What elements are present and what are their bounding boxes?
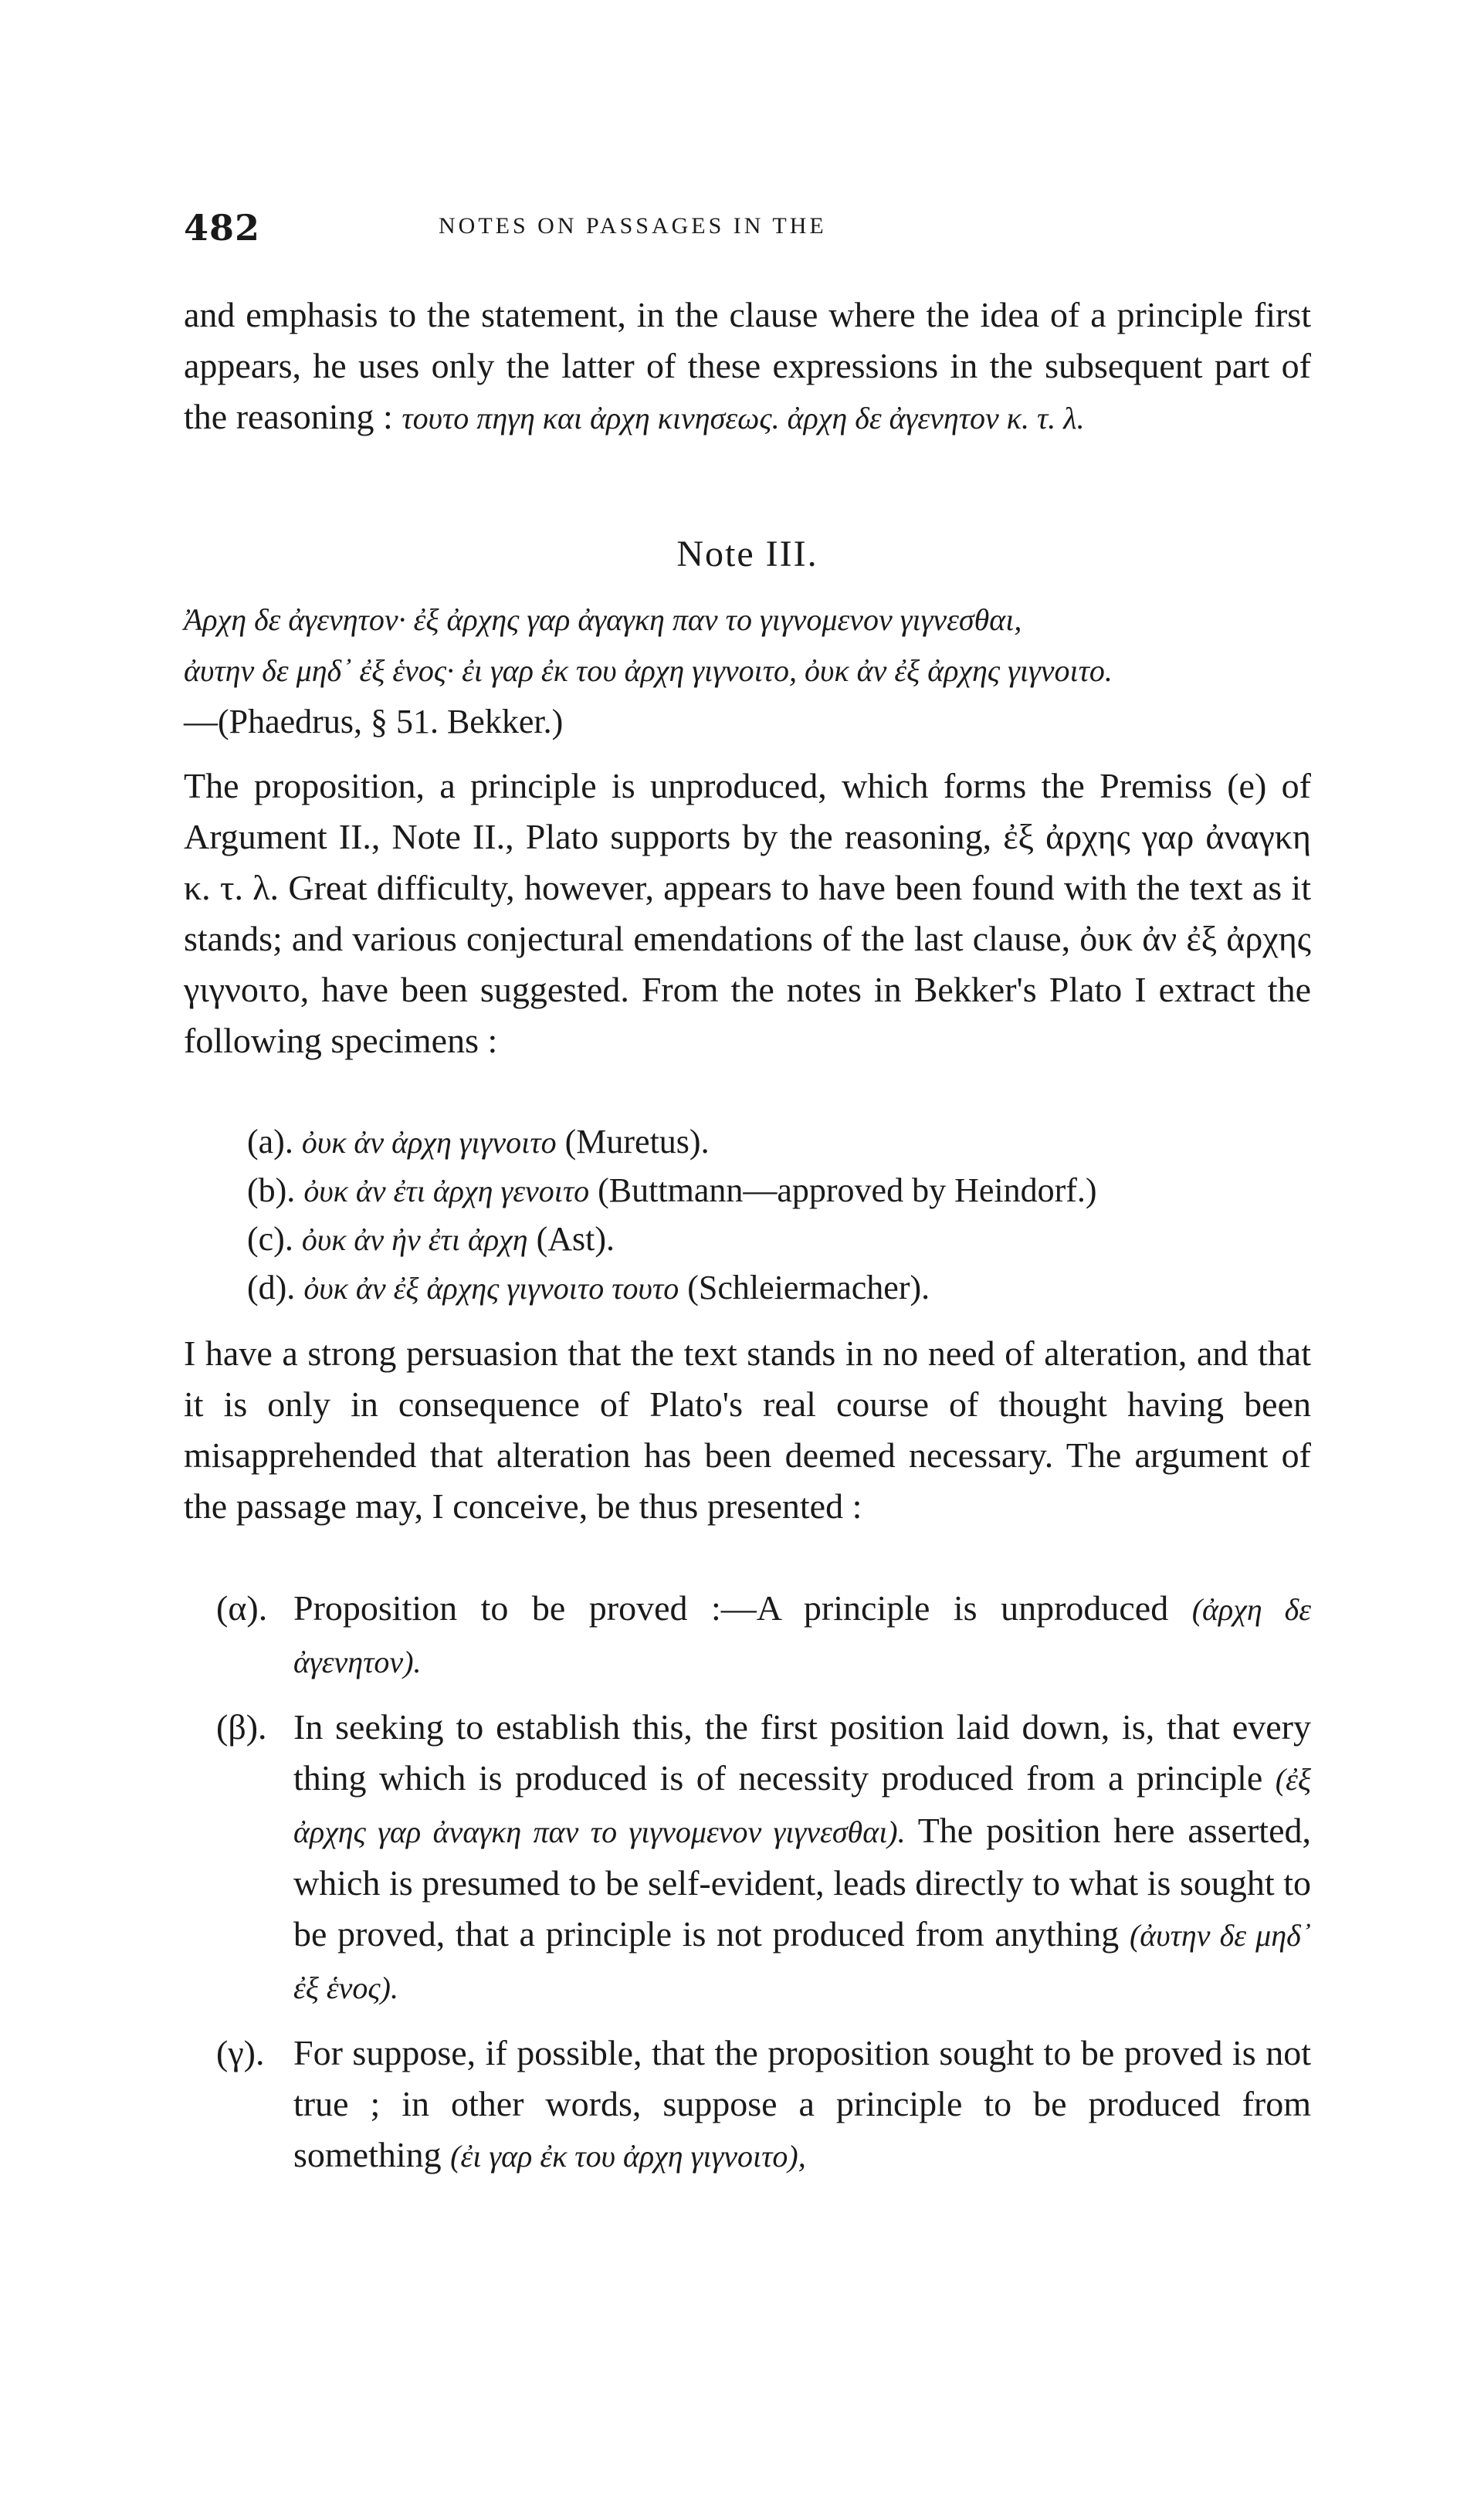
emendation-note: (Buttmann—approved by Heindorf.) xyxy=(598,1171,1097,1209)
page-header xyxy=(184,207,1311,253)
intro-paragraph xyxy=(184,290,1311,444)
paragraph-2: I have a strong persuasion that the text stands in no need of alteration, and that it is only in consequence of Plato's real course of thought having been misapprehended that alteration has been deemed necessary. The argument of the passage may, I conceive, be thus presented : xyxy=(184,1333,1311,1526)
note-heading: Note III. xyxy=(676,534,818,574)
step-mark: (γ). xyxy=(216,2033,265,2072)
greek-quotation xyxy=(184,595,1311,747)
emendation-note: (Ast). xyxy=(536,1220,615,1258)
quote-line-1: Ἀρχη δε ἀγενητον· ἐξ ἀρχης γαρ ἀγαγκη παν το γιγνομενον γιγνεσθαι, xyxy=(184,602,1022,637)
paragraph-persuasion xyxy=(184,1328,1311,1532)
step-greek-continued: (ἀυτην δε μηδ᾽ ἐξ ἑνος). xyxy=(293,1918,1311,2005)
step-mark: (α). xyxy=(216,1588,268,1628)
argument-step-alpha xyxy=(216,1583,1311,1688)
emendation-note: (Muretus). xyxy=(564,1123,710,1161)
list-item xyxy=(247,1118,1313,1167)
emendation-mark: (c). xyxy=(247,1220,293,1258)
emendation-greek: ὀυκ ἀν ἐξ ἀρχης γιγνοιτο τουτο xyxy=(303,1271,679,1306)
step-text: In seeking to establish this, the first position laid down, is, that every thing which is produced is of necessity produced from a principle xyxy=(293,1707,1311,1798)
step-mark: (β). xyxy=(216,1707,267,1747)
argument-step-gamma xyxy=(216,2028,1311,2182)
list-item xyxy=(247,1264,1313,1313)
argument-steps xyxy=(216,1583,1311,2196)
emendation-greek: ὀυκ ἀν ἐτι ἀρχη γενοιτο xyxy=(303,1174,590,1208)
emendation-mark: (a). xyxy=(247,1123,293,1161)
step-greek: (ἀρχη δε ἀγενητον). xyxy=(293,1592,1312,1679)
quote-citation: —(Phaedrus, § 51. Bekker.) xyxy=(184,703,564,740)
step-text: For suppose, if possible, that the proposition sought to be proved is not true ; in other words, suppose a principle to be produced from something xyxy=(293,2033,1311,2174)
step-greek: (ἐξ ἀρχης γαρ ἀναγκη παν το γιγνομενον γιγνεσθαι). xyxy=(293,1762,1312,1849)
paragraph-proposition xyxy=(184,761,1311,1066)
emendation-mark: (d). xyxy=(247,1269,296,1306)
quote-line-2: ἀυτην δε μηδ᾽ ἐξ ἑνος· ἐι γαρ ἐκ του ἀρχη γιγνοιτο, ὀυκ ἀν ἐξ ἀρχης γιγνοιτο. xyxy=(184,653,1113,688)
argument-step-beta xyxy=(216,1702,1311,2014)
page-number: 482 xyxy=(184,207,261,249)
intro-text: and emphasis to the statement, in the clause where the idea of a principle first appears, he uses only the latter of these expressions in the subsequent part of the reasoning : xyxy=(184,295,1311,436)
paragraph-1: The proposition, a principle is unproduced, which forms the Premiss (e) of Argument II., Note II., Plato supports by the reasoning, ἐξ ἀρχης γαρ ἀναγκη κ. τ. λ. Great difficulty, however, appears to have been found with the text as it stands; and various conjectural emendations of the last clause, ὀυκ ἀν ἐξ ἀρχης γιγνοιτο, have been suggested. From the notes in Bekker's Plato I extract the following specimens : xyxy=(184,766,1311,1060)
list-item xyxy=(247,1215,1313,1264)
emendation-greek: ὀυκ ἀν ἀρχη γιγνοιτο xyxy=(301,1125,557,1160)
intro-greek: τουτο πηγη και ἀρχη κινησεως. ἀρχη δε ἀγενητον κ. τ. λ. xyxy=(401,401,1085,435)
step-text: Proposition to be proved :—A principle is unproduced xyxy=(293,1588,1169,1628)
list-item xyxy=(247,1167,1313,1215)
step-text-continued: The position here asserted, which is presumed to be self-evident, leads directly to what is sought to be proved, that a principle is not produced from anything xyxy=(293,1811,1311,1954)
emendation-note: (Schleiermacher). xyxy=(687,1269,930,1306)
emendation-mark: (b). xyxy=(247,1171,296,1209)
running-title: NOTES ON PASSAGES IN THE xyxy=(439,213,827,239)
emendations-list xyxy=(247,1118,1313,1313)
emendation-greek: ὀυκ ἀν ἠν ἐτι ἀρχη xyxy=(301,1222,528,1257)
step-greek: (ἐι γαρ ἐκ του ἀρχη γιγνοιτο), xyxy=(450,2139,806,2174)
